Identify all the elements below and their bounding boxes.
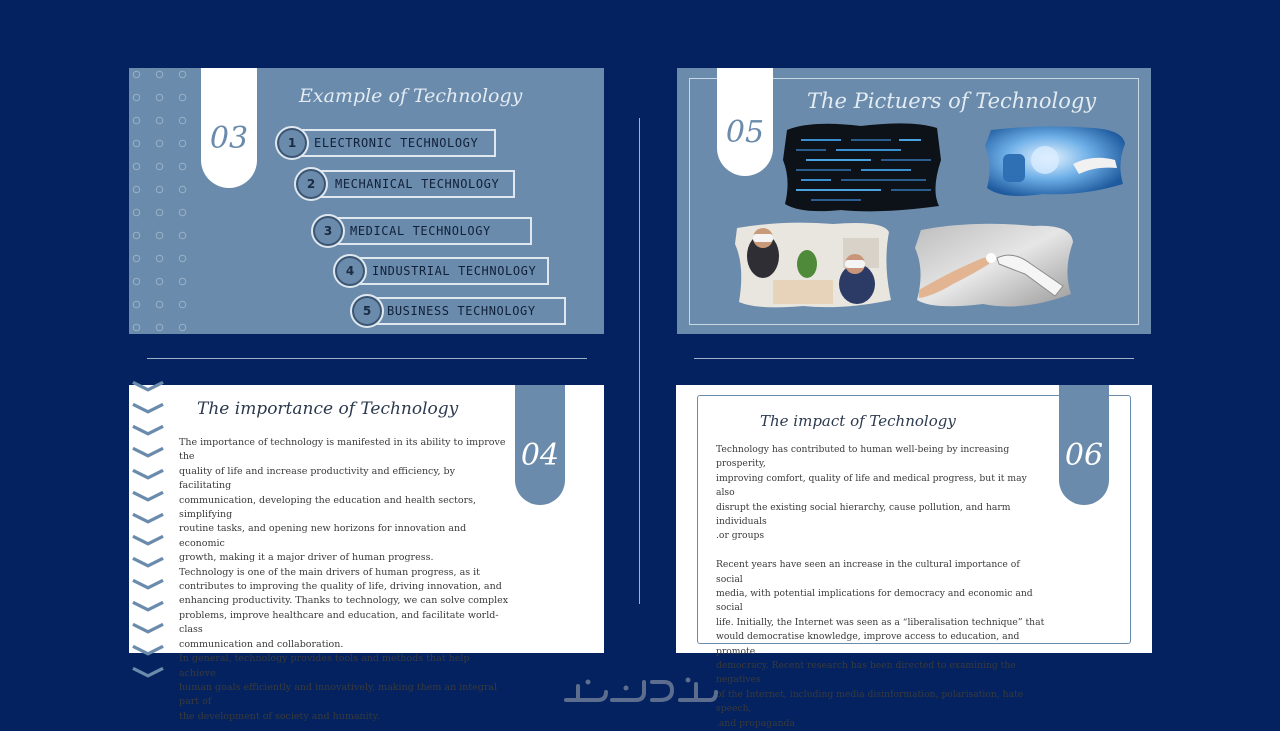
divider-right xyxy=(694,358,1134,359)
dot-pattern xyxy=(129,68,199,334)
slide-title: The Pictuers of Technology xyxy=(807,89,1097,113)
body-line: quality of life and increase productivity and efficiency, by facilitating xyxy=(179,465,455,492)
slide-body xyxy=(179,436,509,724)
tech-item-number: 5 xyxy=(350,294,384,328)
chevron-down-icon xyxy=(132,381,164,393)
tech-item-label: BUSINESS TECHNOLOGY xyxy=(366,297,566,325)
tech-item-number: 2 xyxy=(294,167,328,201)
photo-vr-users xyxy=(733,220,893,310)
body-line: problems, improve healthcare and education, and facilitate world-class xyxy=(179,609,499,636)
body-line: the development of society and humanity. xyxy=(179,710,380,722)
body-line: growth, making it a major driver of human progress. xyxy=(179,552,434,564)
body-line: communication and collaboration. xyxy=(179,638,344,650)
tech-item-label: MECHANICAL TECHNOLOGY xyxy=(310,170,515,198)
body-line: media, with potential implications for democracy and economic and social xyxy=(716,588,1033,614)
body-line: would democratise knowledge, improve access to education, and promote xyxy=(716,631,1020,657)
body-line: .and propaganda xyxy=(716,717,795,729)
chevron-down-icon xyxy=(132,557,164,569)
chevron-down-icon xyxy=(132,645,164,657)
chevron-down-icon xyxy=(132,491,164,503)
body-line: In general, technology provides tools and methods that help achieve xyxy=(179,653,470,679)
slide-number: 04 xyxy=(520,438,560,473)
body-line: democracy. Recent research has been directed to examining the negatives xyxy=(716,660,1016,686)
body-line: Recent years have seen an increase in the cultural importance of social xyxy=(716,559,1020,585)
body-line: .or groups xyxy=(716,530,765,542)
body-line: Technology has contributed to human well-being by increasing prosperity, xyxy=(716,444,1010,470)
body-line: enhancing productivity. Thanks to technology, we can solve complex xyxy=(179,595,509,607)
body-line: life. Initially, the Internet was seen as a “liberalisation technique” that xyxy=(716,616,1045,628)
body-line xyxy=(716,544,1046,558)
body-line: improving comfort, quality of life and medical progress, but it may also xyxy=(716,472,1027,499)
tech-item-number: 4 xyxy=(333,254,367,288)
slide-number-tab xyxy=(201,68,257,188)
chevron-down-icon xyxy=(132,513,164,525)
chevron-down-icon xyxy=(132,447,164,459)
slide-body xyxy=(716,443,1046,731)
slide-number-tab xyxy=(515,385,565,505)
body-line: contributes to improving the quality of life, driving innovation, and xyxy=(179,581,502,593)
chevron-down-icon xyxy=(132,601,164,613)
tech-item-number: 3 xyxy=(311,214,345,248)
khamsat-logo xyxy=(560,670,720,712)
chevron-down-icon xyxy=(132,425,164,437)
tech-item-label: MEDICAL TECHNOLOGY xyxy=(327,217,532,245)
photo-human-robot-hands xyxy=(913,220,1075,312)
tech-item-label: INDUSTRIAL TECHNOLOGY xyxy=(349,257,549,285)
slide-number-tab xyxy=(1059,385,1109,505)
body-line: of the Internet, including media disinformation, polarisation, hate speech, xyxy=(716,688,1024,715)
chevron-down-icon xyxy=(132,535,164,547)
slide-number: 05 xyxy=(725,115,765,150)
body-line: disrupt the existing social hierarchy, cause pollution, and harm individuals xyxy=(716,501,1011,528)
chevron-down-icon xyxy=(132,579,164,591)
slide-example-of-technology xyxy=(129,68,604,334)
divider-left xyxy=(147,358,587,359)
chevron-down-icon xyxy=(132,667,164,679)
body-line: The importance of technology is manifested in its ability to improve the xyxy=(179,437,506,463)
tech-item-label: ELECTRONIC TECHNOLOGY xyxy=(291,129,496,157)
slide-title: The impact of Technology xyxy=(760,412,956,430)
khamsat-logo-icon xyxy=(560,670,720,712)
chevron-down-icon xyxy=(132,403,164,415)
slide-number-tab xyxy=(717,68,773,176)
body-line: Technology is one of the main drivers of human progress, as it xyxy=(179,566,480,578)
slide-impact-of-technology xyxy=(676,385,1152,729)
photo-code-screen xyxy=(781,120,943,214)
slide-number: 03 xyxy=(209,121,249,156)
photo-ai-robot-hand xyxy=(983,124,1127,200)
body-line: human goals efficiently and innovatively, making them an integral part of xyxy=(179,681,498,708)
divider-vertical xyxy=(639,118,640,604)
chevron-down-icon xyxy=(132,623,164,635)
body-line: communication, developing the education and health sectors, simplifying xyxy=(179,494,477,521)
slide-pictures-of-technology xyxy=(677,68,1151,334)
chevron-down-icon xyxy=(132,469,164,481)
body-line: routine tasks, and opening new horizons for innovation and economic xyxy=(179,523,467,549)
slide-importance-of-technology xyxy=(129,385,604,722)
tech-item-number: 1 xyxy=(275,126,309,160)
slide-title: The importance of Technology xyxy=(197,399,459,419)
slide-number: 06 xyxy=(1064,438,1104,473)
slide-title: Example of Technology xyxy=(299,85,523,107)
